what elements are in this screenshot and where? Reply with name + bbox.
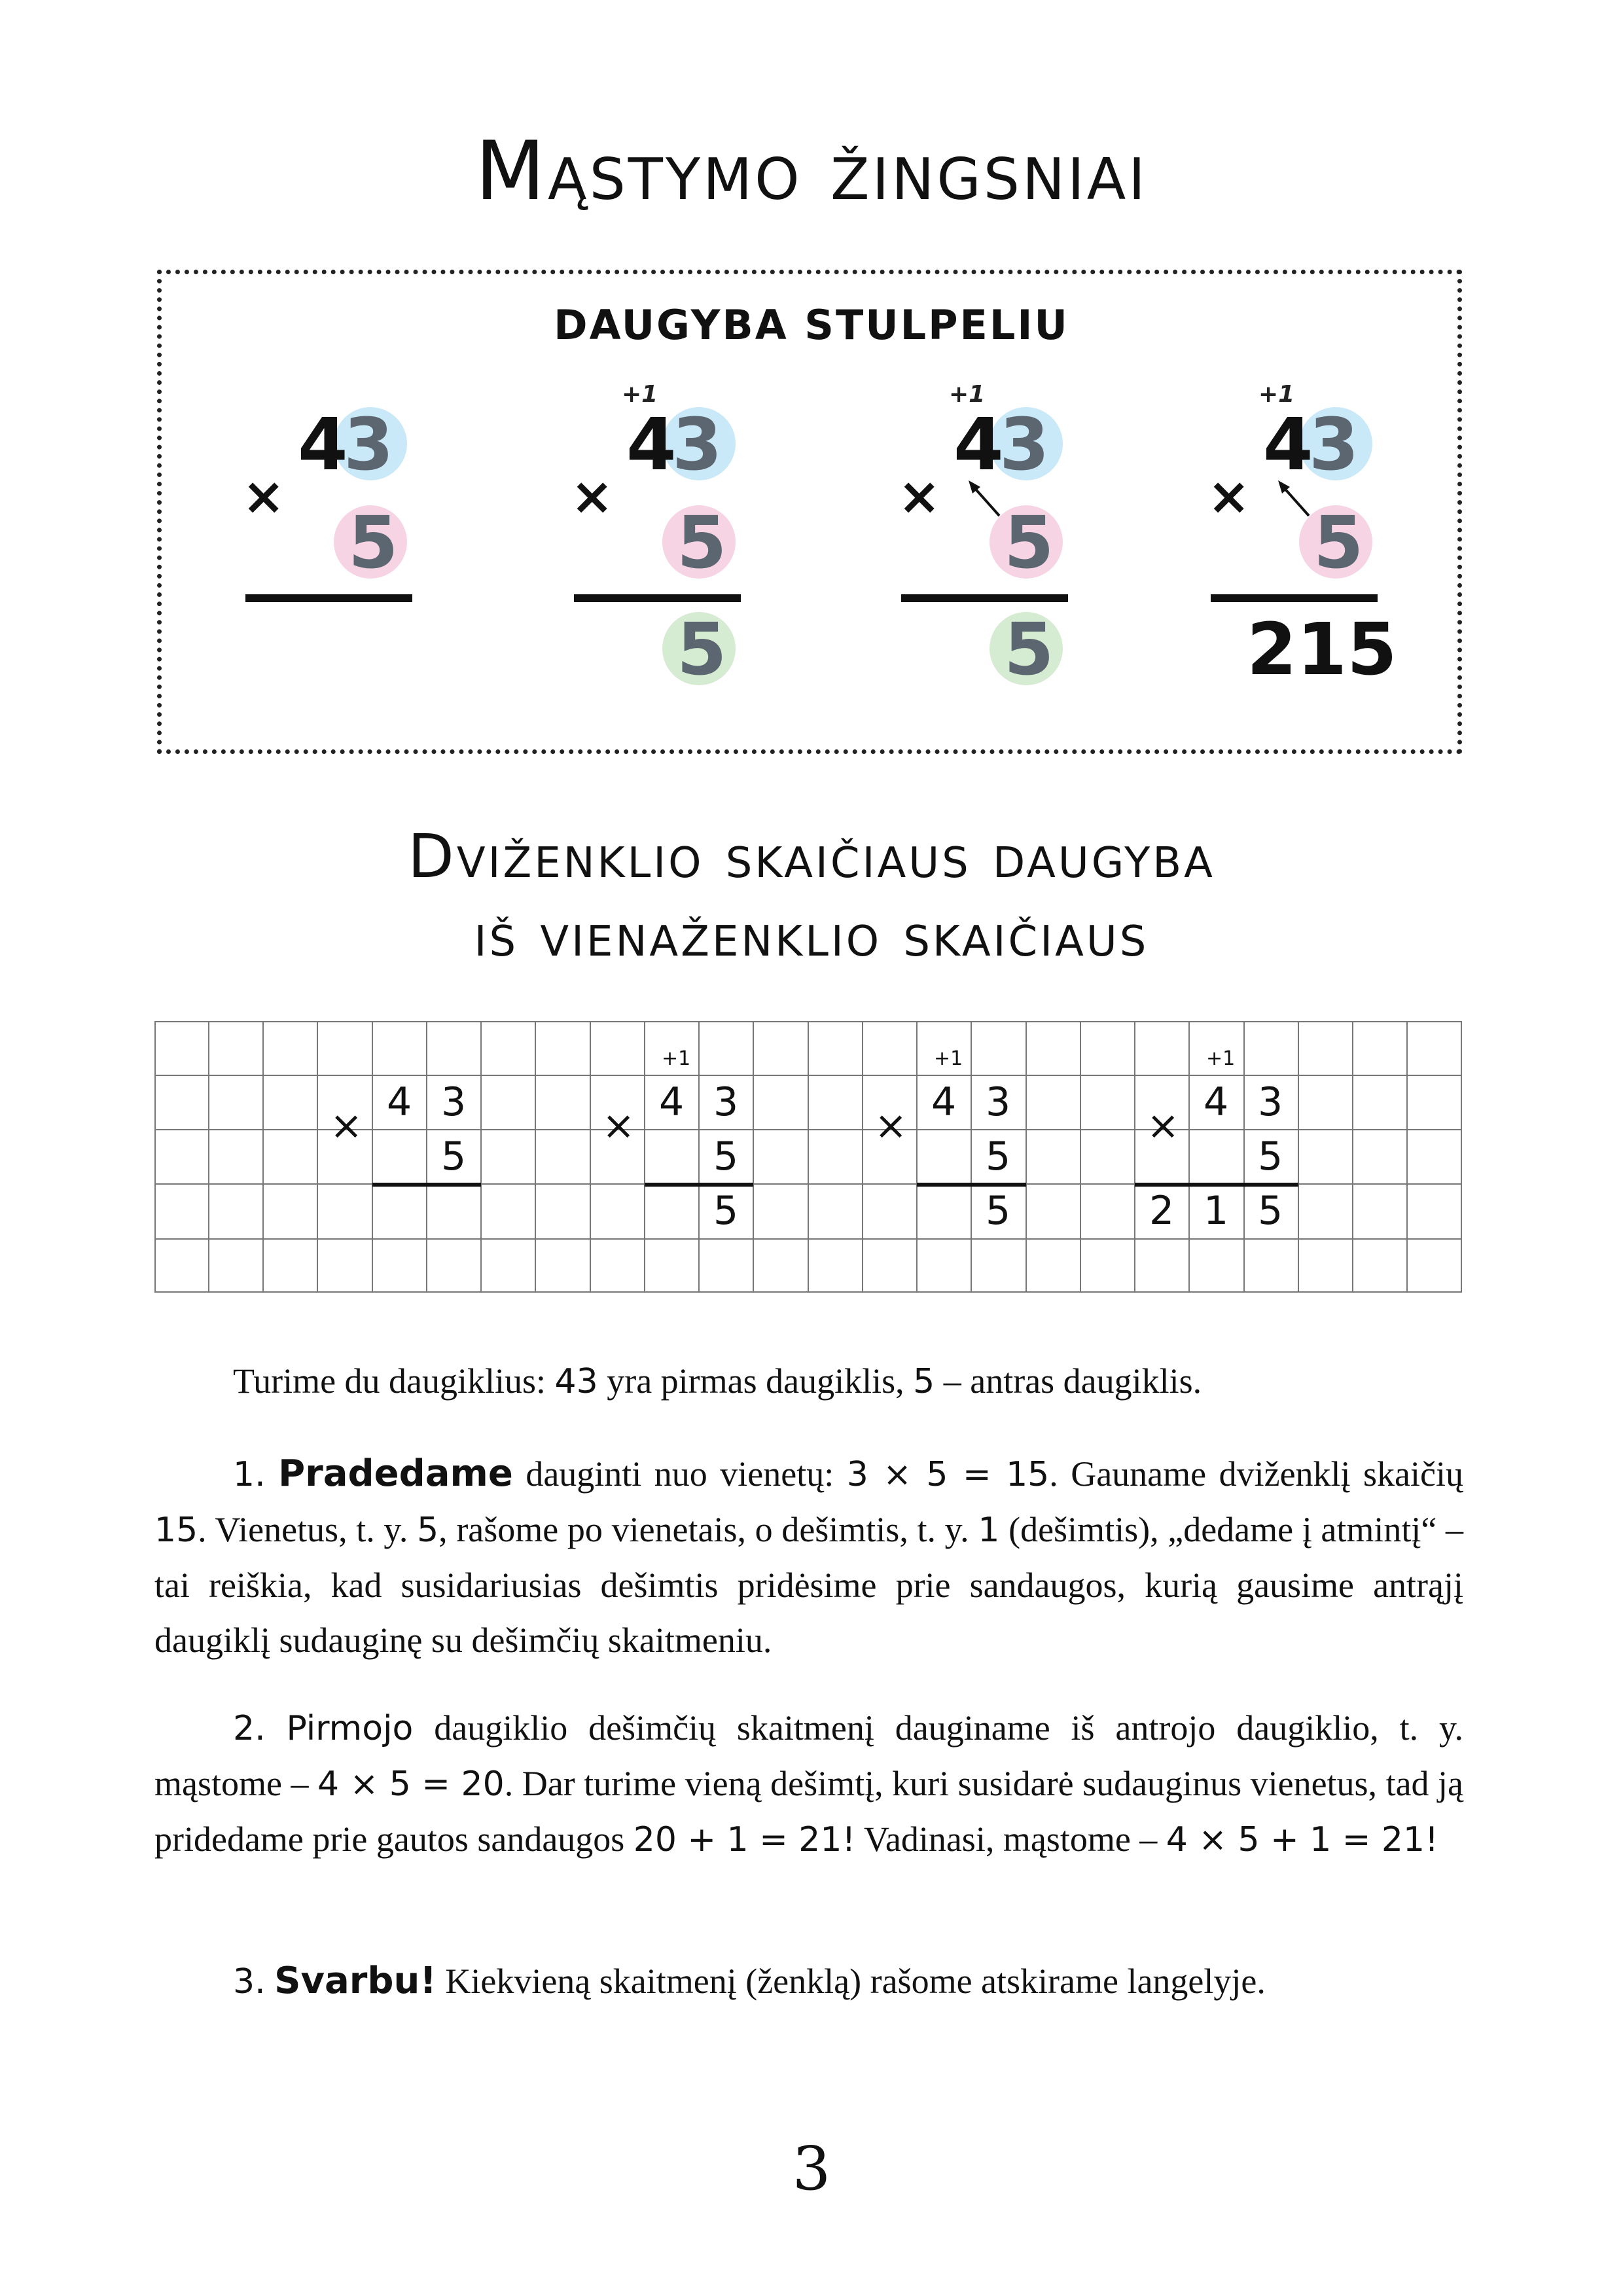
step-3-paragraph	[154, 1954, 1463, 2009]
section-title-line-1: Dviženklio skaičiaus daugyba	[408, 821, 1215, 891]
step-keyword: Pradedame	[278, 1452, 513, 1495]
text: Kiekvieną skaitmenį (ženklą) rašome atskirame langelyje.	[445, 1962, 1266, 2001]
text: – antras daugiklis.	[943, 1361, 1202, 1401]
grid-carry: +1	[662, 1047, 691, 1070]
grid-carry: +1	[1206, 1047, 1236, 1070]
step-number: 3.	[233, 1962, 266, 2001]
result-line	[245, 594, 412, 602]
multiply-sign: ×	[571, 467, 614, 526]
grid-carry: +1	[934, 1047, 963, 1070]
equation: 4 × 5 = 20	[317, 1765, 505, 1804]
step-keyword: Pirmojo	[286, 1709, 414, 1748]
number: 5	[417, 1511, 439, 1550]
text: . Vienetus, t. y.	[198, 1510, 408, 1549]
grid-digit: 3	[713, 1079, 739, 1125]
grid-worksheet	[154, 1021, 1462, 1293]
number: 1	[978, 1511, 1000, 1550]
page-number: 3	[792, 2134, 831, 2204]
grid-digit: 2	[1149, 1188, 1175, 1234]
number: 15	[154, 1511, 198, 1550]
top-units-digit: 3	[999, 403, 1050, 486]
top-tens-digit: 4	[298, 403, 348, 486]
multiplier-digit: 5	[1004, 501, 1054, 584]
step-number: 2.	[233, 1709, 266, 1748]
top-units-digit: 3	[1309, 403, 1359, 486]
grid-digit: 4	[387, 1079, 412, 1125]
number: 5	[913, 1362, 935, 1401]
grid-sign: ×	[874, 1103, 908, 1149]
multiply-sign: ×	[1207, 467, 1251, 526]
grid-digit: 3	[1258, 1079, 1283, 1125]
top-units-digit: 3	[672, 403, 722, 486]
top-tens-digit: 4	[954, 403, 1004, 486]
grid-digit: 3	[986, 1079, 1011, 1125]
grid-digit: 4	[1204, 1079, 1229, 1125]
grid-digit: 4	[659, 1079, 685, 1125]
result-number: 215	[1247, 607, 1397, 691]
step-1	[242, 367, 517, 733]
result-line	[1211, 594, 1378, 602]
step-1-paragraph	[154, 1446, 1463, 1668]
carry-mark: +1	[949, 381, 986, 408]
step-number: 1.	[233, 1455, 266, 1494]
top-units-digit: 3	[344, 403, 394, 486]
equation: 3 × 5 = 15	[846, 1455, 1050, 1494]
carry-mark: +1	[622, 381, 658, 408]
grid-digit: 5	[986, 1188, 1011, 1234]
carry-mark: +1	[1258, 381, 1295, 408]
top-tens-digit: 4	[1263, 403, 1313, 486]
multiply-sign: ×	[242, 467, 285, 526]
step-2-paragraph	[154, 1700, 1463, 1867]
box-heading: DAUGYBA STULPELIU	[554, 301, 1069, 349]
step-keyword: Svarbu!	[274, 1960, 437, 2002]
grid-digit: 5	[441, 1134, 467, 1179]
multiplier-digit: 5	[1313, 501, 1364, 584]
text: daugiklio dešimčių skaitmenį dauginame iš antrojo daugiklio, t. y. mąstome –	[154, 1708, 1463, 1803]
grid-digit: 5	[1258, 1188, 1283, 1234]
text: . Gauname dviženklį skaičių	[1049, 1454, 1463, 1494]
partial-digit: 5	[1004, 607, 1054, 691]
multiplier-digit: 5	[677, 501, 727, 584]
result-line	[574, 594, 741, 602]
result-line	[901, 594, 1068, 602]
step-4	[1207, 367, 1482, 733]
partial-digit: 5	[677, 607, 727, 691]
step-3	[898, 367, 1173, 733]
text: , rašome po vienetais, o dešimtis, t. y.	[438, 1510, 969, 1549]
multiply-sign: ×	[898, 467, 941, 526]
grid-sign: ×	[1147, 1103, 1180, 1149]
equation: 4 × 5 + 1 = 21!	[1166, 1820, 1438, 1859]
grid-digit: 4	[931, 1079, 957, 1125]
grid-digit: 1	[1204, 1188, 1229, 1234]
section-title-line-2: iš vienaženklio skaičiaus	[474, 900, 1149, 970]
multiplier-digit: 5	[348, 501, 399, 584]
text: (dešimtis), „dedame į atmintį“ – tai reiškia, kad susidariusias dešimtis pridėsime prie sandaugos, kurią gausime antrąjį daugiklį sudauginę su dešimčių skaitmeniu.	[154, 1510, 1464, 1660]
intro-paragraph	[154, 1354, 1463, 1409]
grid-sign: ×	[602, 1103, 635, 1149]
page-title: Mąstymo žingsniai	[475, 124, 1148, 219]
equation: 20 + 1 = 21!	[633, 1820, 856, 1859]
step-2	[571, 367, 846, 733]
grid-sign: ×	[330, 1103, 363, 1149]
text: dauginti nuo vienetų:	[526, 1454, 834, 1494]
grid-digit: 5	[713, 1188, 739, 1234]
grid-digit: 5	[1258, 1134, 1283, 1179]
top-tens-digit: 4	[626, 403, 677, 486]
text: . Dar turime vieną dešimtį, kuri susidarė sudauginus vienetus, tad ją pridedame prie gautos sandaugos	[154, 1764, 1464, 1859]
grid-digit: 5	[986, 1134, 1011, 1179]
text: Vadinasi, mąstome –	[863, 1820, 1158, 1859]
grid-digit: 3	[441, 1079, 467, 1125]
grid-digit: 5	[713, 1134, 739, 1179]
number: 43	[554, 1362, 598, 1401]
text: Turime du daugiklius:	[233, 1361, 546, 1401]
text: yra pirmas daugiklis,	[607, 1361, 904, 1401]
